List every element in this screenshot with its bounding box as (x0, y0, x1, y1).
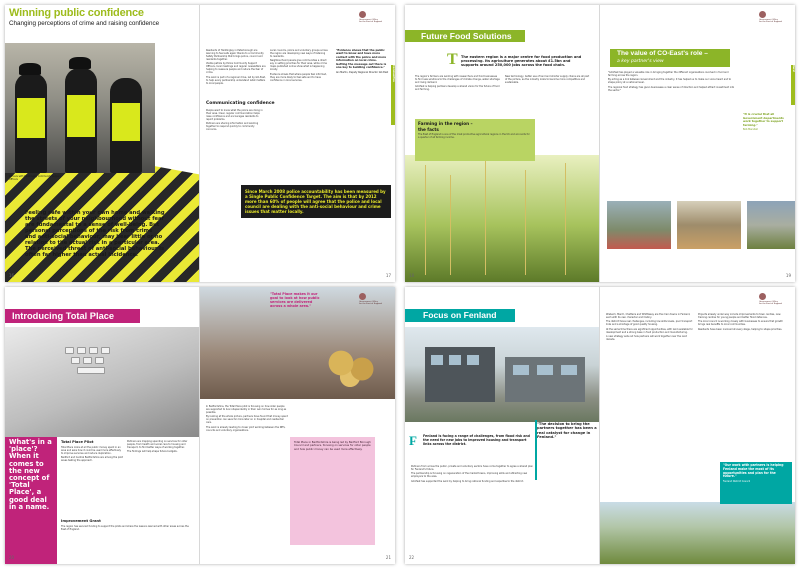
keyboard-key (77, 347, 86, 354)
page-left (5, 287, 200, 564)
body-column: Local councils, police and voluntary groups across the region are developing new ways of listening to residents. Neighbourhood panels give communities a direct say in setting priorities for their area, while crime maps published online show what is happening locally. Evidence shows that where people feel informed, they are more likely to feel safe and to have confidence in local services. (270, 49, 328, 82)
pull-quote-text: "It is crucial that all Government departments work together to support farming." (743, 112, 784, 127)
building-window (561, 365, 577, 375)
crest-icon (759, 11, 766, 18)
crest-org-line: for the East of England (359, 303, 382, 306)
page-right (200, 5, 395, 282)
page-title: Introducing Total Place (12, 311, 115, 321)
page-number: 17 (385, 273, 391, 278)
building-shape (505, 357, 585, 402)
keyboard-key (89, 347, 98, 354)
crest-org-line: for the East of England (759, 21, 782, 24)
body-column: "GO-East has played a valuable role in bringing together the different organisations involved in food and farming across the region. By acting as a link between Government and the industry, it has helped us to make our voice heard and to shape policy at a national level. The regional food strategy has given businesses a clear sense of direction and helped attract investment into the sector." (608, 71, 735, 92)
body-column: In Bedfordshire, the Total Place pilot is focusing on how older people are supported to live independently in their own homes for as long as possible. By looking at the whole picture, partners have found that money spent on prevention can save far more later on in hospital and residential care. The work is already leading to closer joint working between the NHS, councils and voluntary organisations. (206, 405, 288, 432)
pull-quote-attribution: Ian Martin, Deputy Regional Director GO-East (336, 71, 389, 75)
facts-box-subtitle: the facts (418, 127, 439, 132)
pull-quote: "Total Place makes it our goal to look at how public services are delivered across a whole area." (270, 292, 320, 309)
facts-box-title: Farming in the region – (418, 121, 473, 126)
wheat-stalk (525, 170, 526, 275)
keyboard-key (65, 347, 74, 354)
spread-introducing-total-place (5, 287, 395, 564)
page-left (405, 5, 600, 282)
section-heading: Improvement Grant (61, 519, 101, 523)
government-crest (759, 293, 789, 309)
pull-quote-attribution: Bob Marshall (743, 128, 758, 132)
body-column: New technology, better use of land and shorter supply chains are all part of the picture, as the industry looks to become more competitive and sustainable. (505, 75, 590, 84)
keyboard-key (95, 357, 104, 364)
pull-quote (336, 49, 389, 75)
police-hat (19, 63, 41, 75)
body-column: Residents of Haddingley in Peterborough are learning to feel safe again thanks to a Community Safety Partnership that brings police, council and residents together. Visible patrols by Police Community Support Officers, local meetings and regular newsletters are helping to reassure people and reduce the fear of crime. The work is part of a regional drive, led by GO-East, to help every partnership understand what matters to local people. (206, 49, 266, 85)
side-tab: Rural (791, 65, 795, 105)
spread-winning-public-confidence (5, 5, 395, 282)
spread-focus-on-fenland (405, 287, 795, 564)
lede-paragraph: Fenland is facing a range of challenges, from flood risk and the need for new jobs to improved housing and transport links across the district. (423, 434, 530, 446)
section-heading: Total Place Pilot (61, 440, 94, 444)
sidebar-subtitle: a key partner's view (617, 59, 664, 64)
page-number: 16 (9, 273, 15, 278)
page-number: 20 (9, 555, 15, 560)
photo-police-officers (5, 43, 155, 173)
body-column: People want to know what the police are doing in their area. Clear, regular communication helps raise confidence and encourages residents to report problems. Partners are sharing information and working together to respond quickly to community concerns. (206, 109, 263, 132)
intro-paragraph: Feeling safe within your own home and walking the streets of your neighbourhood without fear are fundamental to a sense of well-being. But personal perceptions of the risk from crime and anti-social behaviour, may bear little or no relation to the actual risk in a particular area. The perceived threat of anti-social behaviour is often far higher than actual incidence. (25, 210, 165, 258)
wheat-stalk (565, 163, 566, 275)
body-column: Partners from across the public, private and voluntary sectors have come together to agree a shared plan for Fenland's future. The partnership is focusing on regeneration of the market towns, improving skills and attracting new employers to the area. GO-East has supported the work by helping to bring national funding and expertise to the district. (411, 465, 533, 483)
keyboard-key (71, 357, 80, 364)
page-number: 18 (409, 273, 415, 278)
body-column: Projects already under way include improvements to town centres, new training centres for young people and better flood defences. The local council is working closely with businesses to ensure that growth brings real benefits to local communities. Residents have been involved at every stage, helping to shape priorities. (698, 313, 783, 331)
keyboard-key (77, 367, 105, 374)
section-heading: Communicating confidence (206, 101, 275, 106)
quote-box-text (723, 464, 790, 484)
body-column: The region has secured funding to support the pilots and share the lessons learned with other areas across the East of England. (61, 525, 189, 531)
body-column: Wisbech, March, Chatteris and Whittlesey are the main towns in Fenland, each with its own character and history. The district faces real challenges, including low skills levels, poor transport links and a shortage of good quality housing. At the same time there are significant opportunities, with land available for development and a strong base in food production and manufacturing. A new strategy sets out how partners will work together over the next decade. (606, 313, 693, 342)
page-title: Winning public confidence (9, 7, 144, 19)
hi-vis-vest (17, 98, 45, 138)
page-title: Focus on Fenland (423, 310, 497, 320)
quote-text: "Our work with partners is helping Fenland make the most of its opportunities and plan for the future." (723, 463, 784, 479)
photo-caption: Officers with Haddingley Community Support Officers (9, 175, 62, 181)
page-title: Future Food Solutions (421, 31, 512, 41)
pull-quote (743, 113, 791, 132)
lede-paragraph: The eastern region is a major centre for food production and processing. Its agriculture generates about £1.5bn and supports around 250,000 jobs across the food chain. (461, 55, 582, 68)
photo-farm (607, 201, 671, 249)
sidebar-title: The value of CO-East's role – (617, 50, 708, 57)
building-window (537, 365, 553, 375)
building-window (467, 355, 479, 365)
page-subtitle: Changing perceptions of crime and raising confidence (9, 20, 160, 27)
hi-vis-vest (67, 95, 95, 137)
photo-keyboard (5, 327, 200, 437)
crest-org-line: for the East of England (359, 21, 382, 24)
drop-intro-text: What's in a 'place'? When it comes to the new concept of 'Total Place', a good deal in a name. (9, 438, 52, 511)
coins-image (323, 347, 383, 387)
wheat-stalk (425, 165, 426, 275)
wheat-stalk (485, 160, 486, 275)
info-box-text: Total Place in Bedfordshire is being led by Bedford Borough Council and partners, focusing on services for older people and how public money can be used more effectively. (294, 441, 371, 451)
page-left (405, 287, 600, 564)
quote-attribution: Fenland District Council (723, 480, 751, 484)
facts-box-text: The East of England is one of the most productive agricultural regions in the UK and accounts for a quarter of all farming income. (418, 133, 530, 139)
crest-org-line: Government Office (759, 301, 778, 303)
page-number: 22 (409, 555, 415, 560)
pull-quote-text: "Evidence shows that the public want to know and have more contact with the police and more information on local crime. Getting the message out there is one key to building confidence." (336, 48, 387, 70)
crest-org-line: Government Office (359, 301, 378, 303)
keyboard-key (101, 347, 110, 354)
building-window (431, 355, 443, 365)
crest-org-line: Government Office (759, 19, 778, 21)
highlight-box: Since March 2008 police accountability has been measured by a Single Public Confidence Target. The aim is that by 2012 more than 60% of people will agree that the police and local council are dealing with the anti-social behaviour and crime issues that matter locally. (241, 185, 391, 218)
crest-icon (759, 293, 766, 300)
building-window (513, 365, 529, 375)
crest-icon (359, 11, 366, 18)
info-box (290, 437, 375, 545)
hi-vis-vest (112, 103, 140, 141)
page-number: 21 (385, 555, 391, 560)
photo-produce (677, 201, 741, 249)
drop-cap: F (409, 433, 417, 448)
wheat-stalk (450, 175, 451, 275)
police-hat (69, 57, 91, 69)
drop-cap: T (447, 51, 458, 68)
page-number: 19 (785, 273, 791, 278)
crest-org-line: for the East of England (759, 303, 782, 306)
photo-landscape (747, 201, 795, 249)
government-crest (759, 11, 789, 27)
photo-new-buildings (405, 327, 600, 422)
body-column: The region's farmers are working with researchers and food businesses to find new solutions to the challenges of climate change, water shortage and rising demand. GO-East is helping partners develop a shared vision for the future of food and farming. (415, 75, 500, 92)
pull-quote: "The decision to bring the partners together has been a real catalyst for change in Fenland." (537, 422, 597, 439)
government-crest (359, 293, 389, 309)
government-crest (359, 11, 389, 27)
crest-org-line: Government Office (359, 19, 378, 21)
spread-future-food-solutions (405, 5, 795, 282)
side-tab: Communities (391, 65, 395, 125)
building-window (449, 355, 461, 365)
keyboard-key (83, 357, 92, 364)
crest-icon (359, 293, 366, 300)
body-column: Total Place looks at all the public money spent in an area and asks how it could be used more effectively to improve services and reduce duplication. Bedford and Central Bedfordshire are among the pilot areas testing the approach. (61, 446, 123, 463)
photo-fenland-landscape (600, 502, 795, 564)
page-left (5, 5, 200, 282)
photo-wheat-field (405, 155, 600, 282)
body-column: Partners are mapping spending on services for older people, from health and social care to housing and transport, to find better ways of working together. The findings will help shape future budgets. (127, 440, 188, 454)
